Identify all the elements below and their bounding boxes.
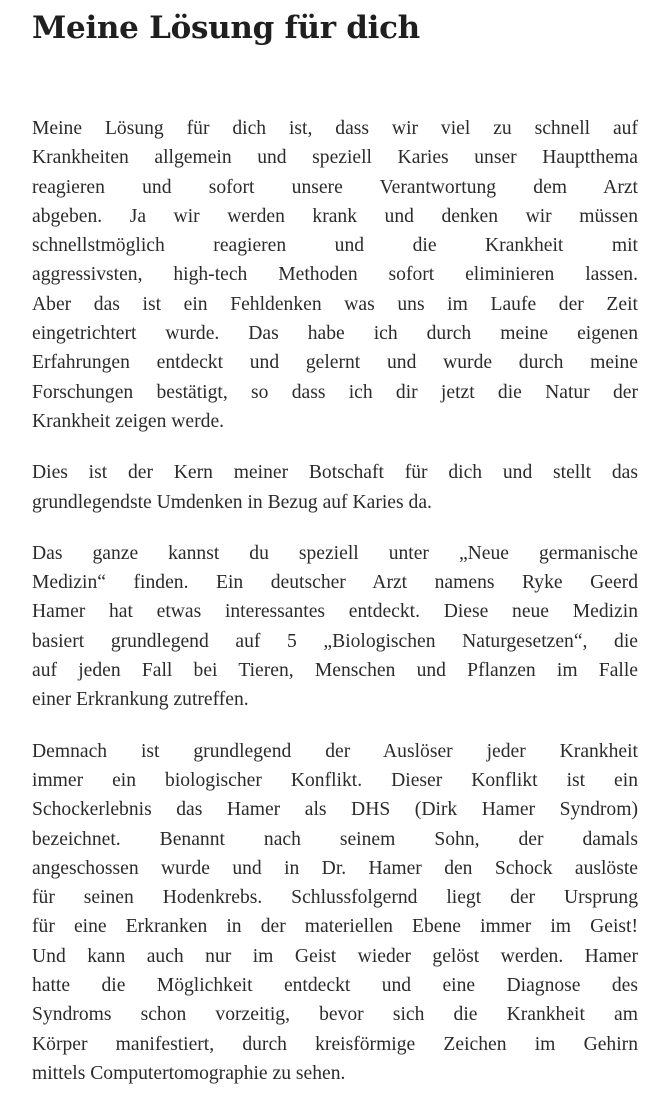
text-line: Dies ist der Kern meiner Botschaft für dich und stellt das <box>32 462 638 484</box>
text-line: eingetrichtert wurde. Das habe ich durch meine eigenen <box>32 323 638 345</box>
paragraph <box>32 114 638 436</box>
document-body <box>32 114 638 1110</box>
text-line: Meine Lösung für dich ist, dass wir viel zu schnell auf <box>32 118 638 139</box>
text-line: Krankheit zeigen werde. <box>32 410 225 432</box>
text-line: Körper manifestiert, durch kreisförmige Zeichen im Gehirn <box>32 1033 638 1055</box>
paragraph <box>32 737 638 1089</box>
text-line: aggressivsten, high-tech Methoden sofort eliminieren lassen. <box>32 264 638 286</box>
text-line: mittels Computertomographie zu sehen. <box>32 1062 346 1084</box>
text-line: einer Erkrankung zutreffen. <box>32 689 249 711</box>
text-line: reagieren und sofort unsere Verantwortung dem Arzt <box>32 176 638 198</box>
text-line: grundlegendste Umdenken in Bezug auf Karies da. <box>32 491 432 513</box>
text-line: Das ganze kannst du speziell unter „Neue germanische <box>32 542 638 564</box>
text-line: auf jeden Fall bei Tieren, Menschen und Pflanzen im Falle <box>32 660 638 682</box>
text-line: Aber das ist ein Fehldenken was uns im Laufe der Zeit <box>32 293 638 315</box>
text-line: Und kann auch nur im Geist wieder gelöst werden. Hamer <box>32 945 638 967</box>
text-line: immer ein biologischer Konflikt. Dieser Konflikt ist ein <box>32 769 638 791</box>
text-line: bezeichnet. Benannt nach seinem Sohn, der damals <box>32 828 638 850</box>
page-title: Meine Lösung für dich <box>32 10 420 46</box>
text-line: für eine Erkranken in der materiellen Ebene immer im Geist! <box>32 916 638 938</box>
text-line: Medizin“ finden. Ein deutscher Arzt namens Ryke Geerd <box>32 572 638 594</box>
paragraph <box>32 458 638 517</box>
text-line: Forschungen bestätigt, so dass ich dir jetzt die Natur der <box>32 381 638 403</box>
text-line: basiert grundlegend auf 5 „Biologischen Naturgesetzen“, die <box>32 630 638 652</box>
text-line: schnellstmöglich reagieren und die Krankheit mit <box>32 235 638 257</box>
paragraph <box>32 539 638 715</box>
text-line: Schockerlebnis das Hamer als DHS (Dirk Hamer Syndrom) <box>32 799 638 821</box>
text-line: Erfahrungen entdeckt und gelernt und wurde durch meine <box>32 352 638 374</box>
text-line: Demnach ist grundlegend der Auslöser jeder Krankheit <box>32 740 638 762</box>
text-line: Hamer hat etwas interessantes entdeckt. Diese neue Medizin <box>32 601 638 623</box>
text-line: Krankheiten allgemein und speziell Karies unser Hauptthema <box>32 147 638 169</box>
text-line: abgeben. Ja wir werden krank und denken wir müssen <box>32 205 638 227</box>
text-line: für seinen Hodenkrebs. Schlussfolgernd liegt der Ursprung <box>32 887 638 909</box>
text-line: Syndroms schon vorzeitig, bevor sich die Krankheit am <box>32 1004 638 1026</box>
text-line: hatte die Möglichkeit entdeckt und eine Diagnose des <box>32 975 638 997</box>
text-line: angeschossen wurde und in Dr. Hamer den Schock auslöste <box>32 857 638 879</box>
